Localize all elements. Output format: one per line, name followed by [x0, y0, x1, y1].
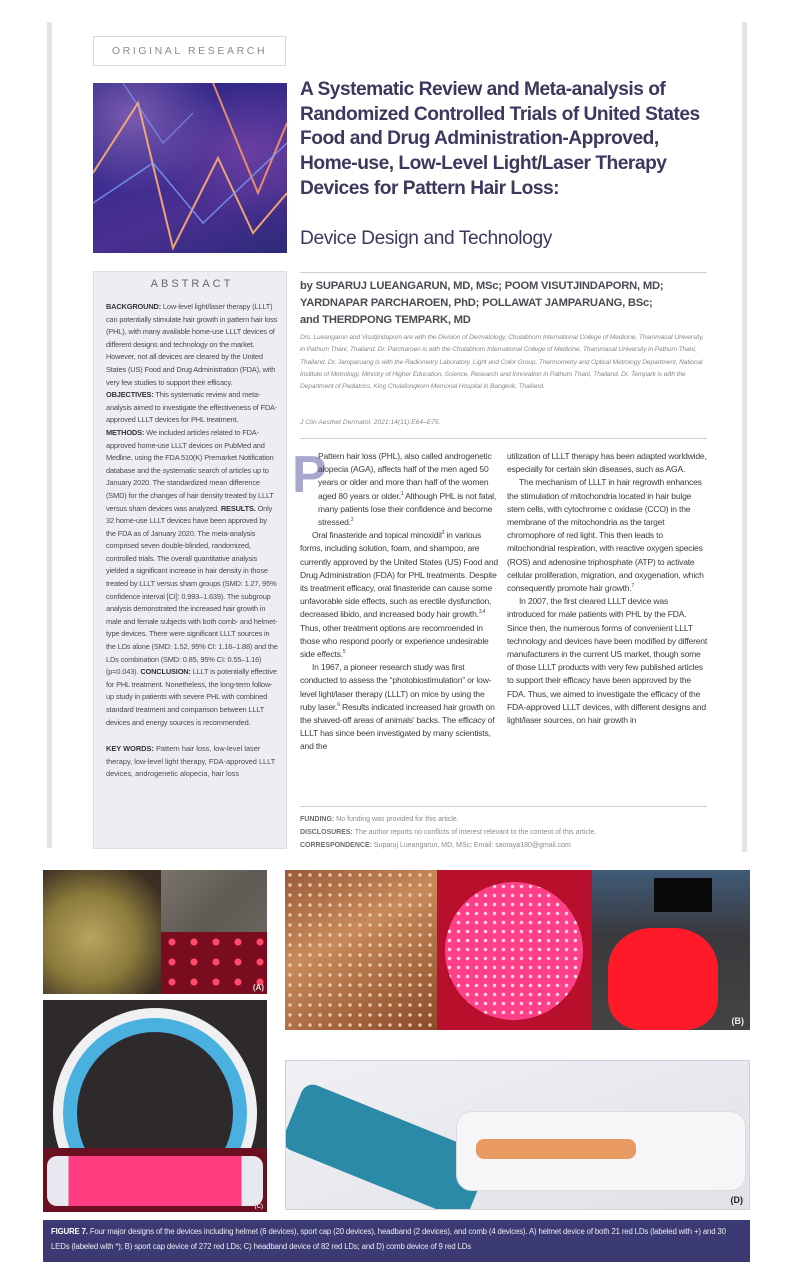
paragraph: The mechanism of LLLT in hair regrowth enhances the stimulation of mitochondria located in hair bulge stem cells, with cytochrome c oxidase (CCO) in the membrane of the mitochondria as the target chromophore of red light. This then leads to mitochondrial respiration, with reactive oxygen species (ROS) and adenosine triphosphate (ATP) to activate cellular proliferation, migration, and oxygenation, which consequently promote hair growth.$^7$ — [507, 477, 704, 594]
results-text: Only 32 home-use LLLT devices have been approved by the FDA as of January 2020. The meta-analysis comprised seven double-blinded, randomized, controlled trials. The overall quantitative analysis yielded a significant increase in hair density in those treated by LLLT versus sham groups (SMD: 1.27, 95% confidence interval [CI]: 0.993–1.639). The subgroup analysis demonstrated the increased hair growth in male and female subjects with both comb- and helmet-type devices. There were significant LLLT sources in the LDs alone (SMD: 1.52, 95% CI: 1.16–1.88) and the LDs combination (SMD: 0.85, 95% CI: 0.55–1.16) (p=0.043). — [106, 503, 278, 677]
figure-panel-a-helmet — [43, 870, 161, 994]
author-affiliations: Drs. Lueangarun and Visutjindaporn are with the Division of Dermatology, Chulabhorn International College of Medicine, Thammasat University, in Pathum Thani, Thailand. Dr. Parcharoen is with the Chulabhorn International College of Medicine, Thammasat University in Pathum Thani, Thailand. Dr. Jamparuang is with the Radiometry Laboratory, Light and Color Group, Thermometry and Optical Metrology Department, National Institute of Metrology, Ministry of Higher Education, Science, Research and Innovation in Pathum Thani, Thailand. Dr. Tempark is with the Department of Pediatrics, King Chulalongkorn Memorial Hospital in Bangkok, Thailand. — [300, 334, 704, 391]
body-column-1 — [300, 450, 498, 754]
paragraph: Pattern hair loss (PHL), also called androgenetic alopecia (AGA), affects half of the men aged 50 years or older and more than half of the women aged 80 years or older.$^1$ Although PHL is not fatal, many patients lose their confidence and become stressed.$^2$ — [318, 451, 497, 528]
journal-citation: J Clin Aesthet Dermatol. 2021;14(11):E64–E75. — [300, 419, 441, 426]
hero-image-light-beams — [93, 83, 287, 253]
section-tag-label: ORIGINAL RESEARCH — [111, 45, 268, 57]
results-label: RESULTS. — [220, 503, 256, 513]
paragraph: In 2007, the first cleared LLLT device was introduced for male patients with PHL by the FDA. Since then, the numerous forms of convenient LLLT technology and devices have been modified by different manufacturers in the current US market, though some of those LLLT products with very few published articles to support their efficacy have been approved by the FDA. Thus, we aimed to investigate the efficacy of the FDA-approved LLLT devices, with different designs and light/laser sources, on hair growth in — [507, 596, 708, 726]
figure-panel-b-cap-worn — [592, 870, 750, 1030]
section-tag — [93, 36, 286, 66]
figure-panel-c-headband-lit — [43, 1148, 267, 1212]
lit-head — [608, 928, 718, 1030]
paragraph: In 1967, a pioneer research study was first conducted to assess the “photobiostimulation” or low-level light/laser therapy (LLLT) on mice by using the ruby laser.$^6$ Results indicated increased hair growth on the shaved-off areas of animals’ backs. The efficacy of LLLT has since been investigated by many scientists, and the — [300, 662, 495, 752]
panel-label-d: (D) — [730, 1195, 743, 1205]
figure-panel-c-headband — [43, 1000, 267, 1148]
figure-panel-b-cap-inner — [285, 870, 437, 1030]
objectives-label: OBJECTIVES: — [106, 390, 154, 400]
censor-bar — [654, 878, 712, 912]
panel-label-a: (A) — [252, 983, 264, 992]
figure-panel-a-leds — [161, 932, 267, 994]
keywords — [106, 743, 278, 781]
divider-mid — [300, 438, 707, 439]
paragraph: Oral finasteride and topical minoxidil$^3$ in various forms, including solution, foam, and shampoo, are currently approved by the United States (US) Food and Drug Administration (FDA) for PHL treatments. Despite its treatment efficacy, oral finasteride can cause some unfavorable side effects, such as erectile dysfunction, decreased libido, and increased body hair growth.$^{3,4}$ Thus, other treatment options are recommended in those who respond poorly or experience undesirable side effects.$^5$ — [300, 530, 498, 660]
keywords-text: Pattern hair loss, low-level laser therapy, low-level light therapy, FDA-approved LLLT devices, androgenetic alopecia, hair loss — [106, 744, 276, 779]
correspondence-note: CORRESPONDENCE: Suparuj Lueangarun, MD, MSc; Email: saoraya180@gmail.com — [300, 842, 571, 849]
article-footnotes — [300, 813, 596, 852]
figure-caption-label: FIGURE 7. — [51, 1227, 88, 1236]
article-subtitle: Device Design and Technology — [300, 228, 552, 249]
panel-label-b: (B) — [731, 1016, 744, 1026]
figure-panel-a-inner — [161, 870, 267, 932]
figure-panel-b-cap-lit — [437, 870, 592, 1030]
figure-panel-d-comb — [285, 1060, 750, 1210]
disclosures-note: DISCLOSURES: The author reports no conflicts of interest relevant to the content of this article. — [300, 829, 597, 836]
author-list — [300, 278, 720, 329]
page-edge-right — [742, 22, 747, 852]
figure-caption-text: Four major designs of the devices including helmet (6 devices), sport cap (20 devices), headband (2 devices), and comb (4 devices). A) helmet device of both 21 red LDs (labeled with +) and 30 LEDs (labeled with *); B) sport cap device of 272 red LDs; C) headband device of 82 red LDs; and D) comb device of 9 red LDs — [51, 1227, 726, 1251]
article-title: A Systematic Review and Meta-analysis of Randomized Controlled Trials of United States Food and Drug Administration-Approved, Home-use, Low-Level Light/Laser Therapy Devices for Pattern Hair Loss: — [300, 79, 700, 199]
methods-text: We included articles related to FDA-approved home-use LLLT devices on PubMed and Medline, using the FDA 510(K) Premarket Notification database and the systematic search of articles up to January 2020. The standardized mean difference (SMD) for the changes of hair density treated by LLLT versus sham devices was analyzed. — [106, 427, 274, 513]
drop-cap: P — [292, 446, 327, 504]
authors-line-1: by SUPARUJ LUEANGARUN, MD, MSc; POOM VISUTJINDAPORN, MD; — [300, 280, 664, 292]
divider-bottom — [300, 806, 707, 807]
abstract-text — [106, 301, 278, 729]
page-edge-left — [47, 22, 52, 848]
panel-label-c: (C) — [254, 1204, 263, 1210]
objectives-text: This systematic review and meta-analysis aimed to investigate the effectiveness of FDA-approved LLLT devices for PHL treatment. — [106, 390, 278, 425]
led-disc — [445, 882, 583, 1020]
methods-label: METHODS: — [106, 427, 145, 437]
body-column-2 — [507, 450, 707, 727]
keywords-label: KEY WORDS: — [106, 744, 154, 754]
background-text: Low-level light/laser therapy (LLLT) can potentially stimulate hair growth in pattern hair loss (PHL), with many available home-use LLLT devices of different designs and technology on the market. However, not all devices are cleared by the United States (US) Food and Drug Administration (FDA), with very few studies to support their efficacy. — [106, 302, 278, 387]
background-label: BACKGROUND: — [106, 302, 162, 311]
headband-led-strip — [47, 1156, 263, 1206]
funding-note: FUNDING: No funding was provided for this article. — [300, 816, 459, 823]
authors-line-3: and THERDPONG TEMPARK, MD — [300, 314, 471, 326]
divider-top — [300, 272, 707, 273]
abstract-box — [93, 271, 287, 849]
light-beams-graphic — [93, 83, 287, 253]
conclusion-text: LLLT is potentially effective for PHL treatment. Nonetheless, the long-term follow-up study in patients with severe PHL with combined standard treatment and comparison between LLLT devices and energy sources is recommended. — [106, 667, 277, 727]
conclusion-label: CONCLUSION: — [140, 667, 191, 677]
figure-caption — [43, 1220, 750, 1262]
abstract-heading: ABSTRACT — [150, 278, 234, 290]
authors-line-2: YARDNAPAR PARCHAROEN, PhD; POLLAWAT JAMPARUANG, BSc; — [300, 297, 653, 309]
comb-led-row — [476, 1139, 636, 1159]
paragraph: utilization of LLLT therapy has been adapted worldwide, especially for certain skin diseases, such as AGA. — [507, 451, 707, 475]
